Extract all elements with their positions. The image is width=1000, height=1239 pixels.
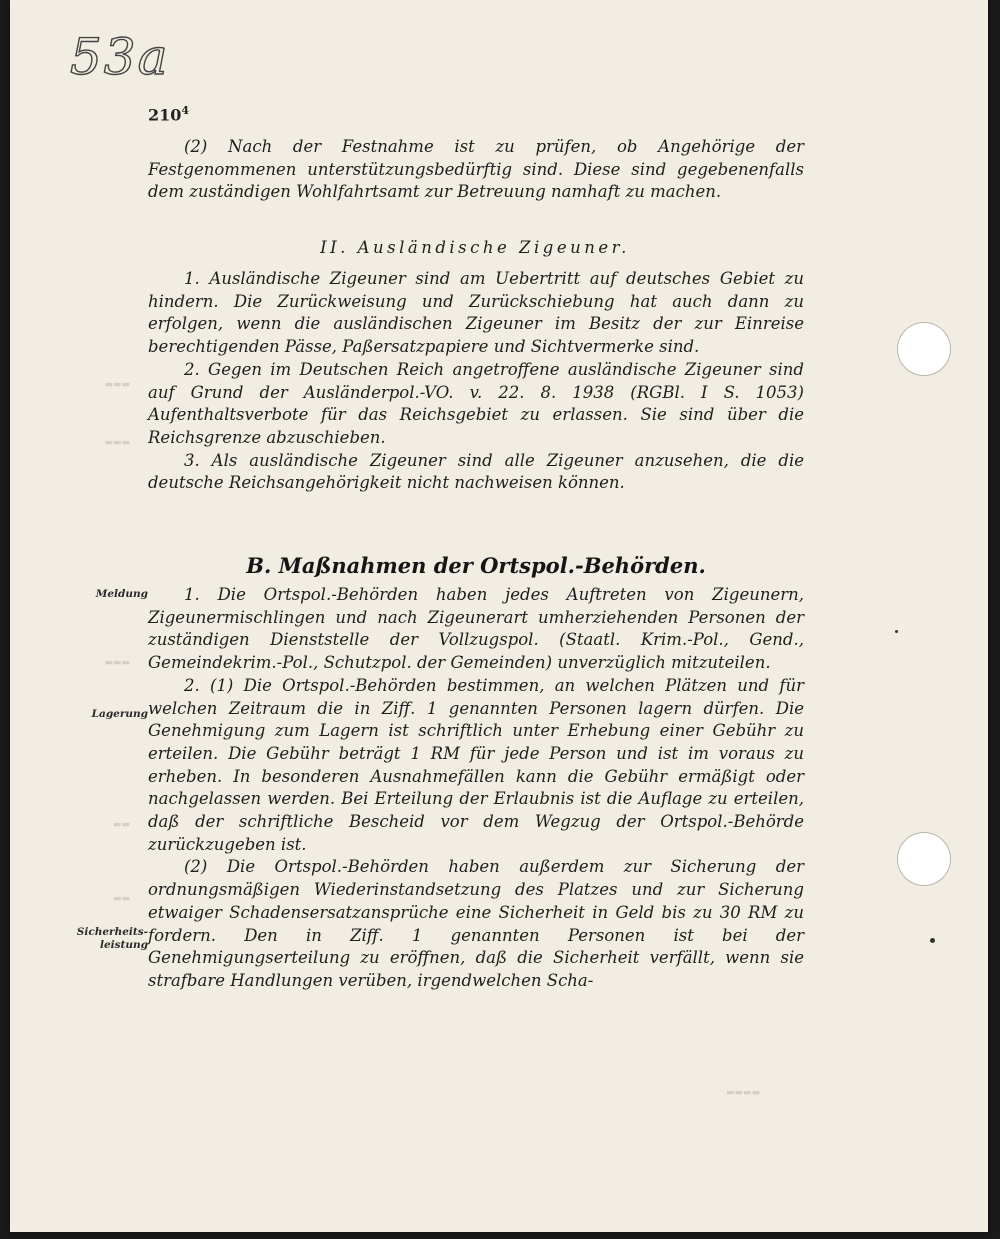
ink-dot — [895, 630, 898, 633]
bleed-through: ▬▬▬ — [104, 438, 130, 448]
margin-note: Meldung — [95, 588, 148, 600]
bleed-through: ▬▬▬ — [104, 658, 130, 668]
punch-hole — [897, 832, 951, 886]
paragraph: (2) Nach der Festnahme ist zu prüfen, ob Angehörige der Festgenommenen unterstützungsbedürftig sind. Diese sind gegebenenfalls dem zuständigen Wohlfahrtsamt zur Betreuung namhaft zu machen. — [148, 137, 804, 202]
page-number-main: 210 — [148, 105, 182, 125]
page-number-sup: 4 — [181, 104, 190, 117]
section-3 — [148, 584, 804, 993]
bleed-through: ▬▬▬▬ — [725, 1088, 760, 1098]
paragraph: (2) Die Ortspol.-Behörden haben außerdem zur Sicherung der ordnungsmäßigen Wiederinstandsetzung des Platzes und zur Sicherung etwaiger Schadensersatzansprüche eine Sicherheit in Geld bis zu 30 RM zu fordern. Den in Ziff. 1 genannten Personen ist bei der Genehmigungserteilung zu eröffnen, daß die Sicherheit verfällt, wenn sie strafbare Handlungen verüben, irgendwelchen Scha- — [148, 857, 804, 990]
margin-note: Lagerung — [91, 708, 148, 720]
paragraph: 2. (1) Die Ortspol.-Behörden bestimmen, an welchen Plätzen und für welchen Zeitraum die in Ziff. 1 genannten Personen lagern dürfen. Die Genehmigung zum Lagern ist schriftlich unter Erhebung einer Gebühr zu erteilen. Die Gebühr beträgt 1 RM für jede Person und ist im voraus zu erheben. In besonderen Ausnahmefällen kann die Gebühr ermäßigt oder nachgelassen werden. Bei Erteilung der Erlaubnis ist die Auflage zu erteilen, daß der schriftliche Bescheid vor dem Wegzug der Ortspol.-Behörde zurückzugeben ist. — [148, 675, 804, 854]
handwritten-folio-number: 53a — [70, 28, 170, 86]
paragraph: 1. Ausländische Zigeuner sind am Uebertritt auf deutsches Gebiet zu hindern. Die Zurückweisung und Zurückschiebung hat auch dann zu erfolgen, wenn die ausländischen Zigeuner im Besitz der zur Einreise berechtigenden Pässe, Paßersatzpapiere und Sichtvermerke sind. — [148, 269, 804, 357]
section-heading: B. Maßnahmen der Ortspol.-Behörden. — [246, 553, 706, 578]
section-1 — [148, 136, 804, 204]
paragraph: 3. Als ausländische Zigeuner sind alle Zigeuner anzusehen, die die deutsche Reichsangehörigkeit nicht nachweisen können. — [148, 450, 804, 493]
margin-note: Sicherheits-leistung — [76, 926, 148, 951]
section-2 — [148, 268, 804, 495]
bleed-through: ▬▬ — [112, 820, 130, 830]
document-page — [10, 0, 988, 1232]
punch-hole — [897, 322, 951, 376]
bleed-through: ▬▬▬ — [104, 380, 130, 390]
ink-dot — [930, 938, 935, 943]
subheading: II. Ausländische Zigeuner. — [320, 238, 630, 257]
paragraph: 1. Die Ortspol.-Behörden haben jedes Auftreten von Zigeunern, Zigeunermischlingen und nach Zigeunerart umherziehenden Personen der zuständigen Dienststelle der Vollzugspol. (Staatl. Krim.-Pol., Gend., Gemeindekrim.-Pol., Schutzpol. der Gemeinden) unverzüglich mitzuteilen. — [148, 585, 804, 673]
bleed-through: ▬▬ — [112, 894, 130, 904]
paragraph: 2. Gegen im Deutschen Reich angetroffene ausländische Zigeuner sind auf Grund der Ausländerpol.-VO. v. 22. 8. 1938 (RGBl. I S. 1053) Aufenthaltsverbote für das Reichsgebiet zu erlassen. Sie sind über die Reichsgrenze abzuschieben. — [148, 359, 804, 447]
page-number — [148, 104, 189, 124]
